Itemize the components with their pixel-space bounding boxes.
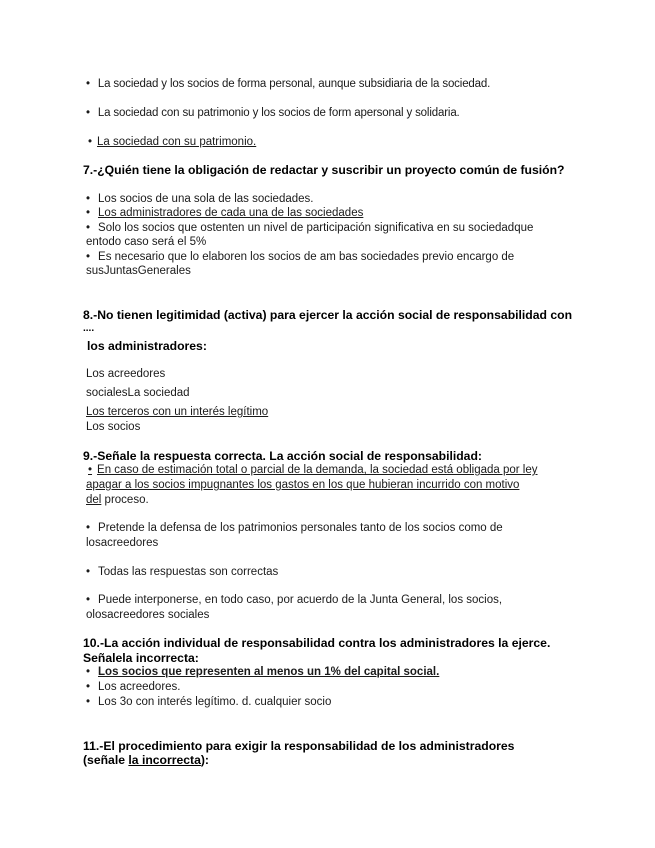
q11-title-pre: (señale xyxy=(83,753,129,767)
q6-option-b: • La sociedad con su patrimonio y los socios de form apersonal y solidaria. xyxy=(86,107,460,119)
q8-title-dots: .... xyxy=(83,323,95,334)
q7-option-d-cont: susJuntasGenerales xyxy=(86,265,191,277)
q10-title-cont: Señalela incorrecta: xyxy=(83,651,199,665)
q7-option-c: • Solo los socios que ostenten un nivel de participación significativa en su sociedadque xyxy=(86,222,533,234)
q10-option-a-text: Los socios que representen al menos un 1% del capital social. xyxy=(98,666,440,678)
q9-option-d: • Puede interponerse, en todo caso, por acuerdo de la Junta General, los socios, xyxy=(86,594,502,606)
q9-option-b-cont: losacreedores xyxy=(86,537,159,549)
q6-option-a: • La sociedad y los socios de forma personal, aunque subsidiaria de la sociedad. xyxy=(86,78,490,90)
q7-option-b-text: Los administradores de cada una de las sociedades xyxy=(98,207,364,219)
q10-option-c: • Los 3o con interés legítimo. d. cualquier socio xyxy=(86,696,331,708)
q11-title-underlined: la incorrecta xyxy=(128,753,201,767)
q6-option-c-text: La sociedad con su patrimonio. xyxy=(97,136,257,148)
q7-option-a: • Los socios de una sola de las sociedades. xyxy=(86,193,313,205)
q9-option-b: • Pretende la defensa de los patrimonios personales tanto de los socios como de xyxy=(86,522,503,534)
q8-title-cont: los administradores: xyxy=(87,339,207,353)
q8-option-a: Los acreedores xyxy=(86,368,166,380)
q9-title: 9.-Señale la respuesta correcta. La acción social de responsabilidad: xyxy=(83,449,482,463)
q9-answer-line2: apagar a los socios impugnantes los gastos en los que hubieran incurrido con motivo xyxy=(86,479,520,491)
q9-answer-line3 xyxy=(86,494,149,506)
q9-answer-line1: • En caso de estimación total o parcial de la demanda, la sociedad está obligada por ley xyxy=(88,464,538,476)
q11-title-cont xyxy=(83,753,209,767)
q10-option-b: • Los acreedores. xyxy=(86,681,181,693)
q7-title: 7.-¿Quién tiene la obligación de redactar y suscribir un proyecto común de fusión? xyxy=(83,163,565,177)
q8-title: 8.-No tienen legitimidad (activa) para ejercer la acción social de responsabilidad con xyxy=(83,308,573,322)
q9-answer-line3-rest: proceso. xyxy=(101,494,149,506)
q11-title: 11.-El procedimiento para exigir la responsabilidad de los administradores xyxy=(83,739,515,753)
q8-option-d: Los socios xyxy=(86,421,141,433)
q10-title: 10.-La acción individual de responsabilidad contra los administradores la ejerce. xyxy=(83,636,551,650)
q7-option-b xyxy=(86,207,363,219)
q8-option-b: socialesLa sociedad xyxy=(86,387,190,399)
q6-option-c xyxy=(88,136,256,148)
q7-option-d: • Es necesario que lo elaboren los socios de am bas sociedades previo encargo de xyxy=(86,251,514,263)
q11-title-post: ): xyxy=(200,753,209,767)
q7-option-c-cont: entodo caso será el 5% xyxy=(86,236,207,248)
q9-option-d-cont: olosacreedores sociales xyxy=(86,609,210,621)
q9-option-c: • Todas las respuestas son correctas xyxy=(86,566,278,578)
q8-option-c: Los terceros con un interés legítimo xyxy=(86,406,269,418)
q10-option-a xyxy=(86,666,439,678)
q9-answer-line3-underlined: del xyxy=(86,494,102,506)
